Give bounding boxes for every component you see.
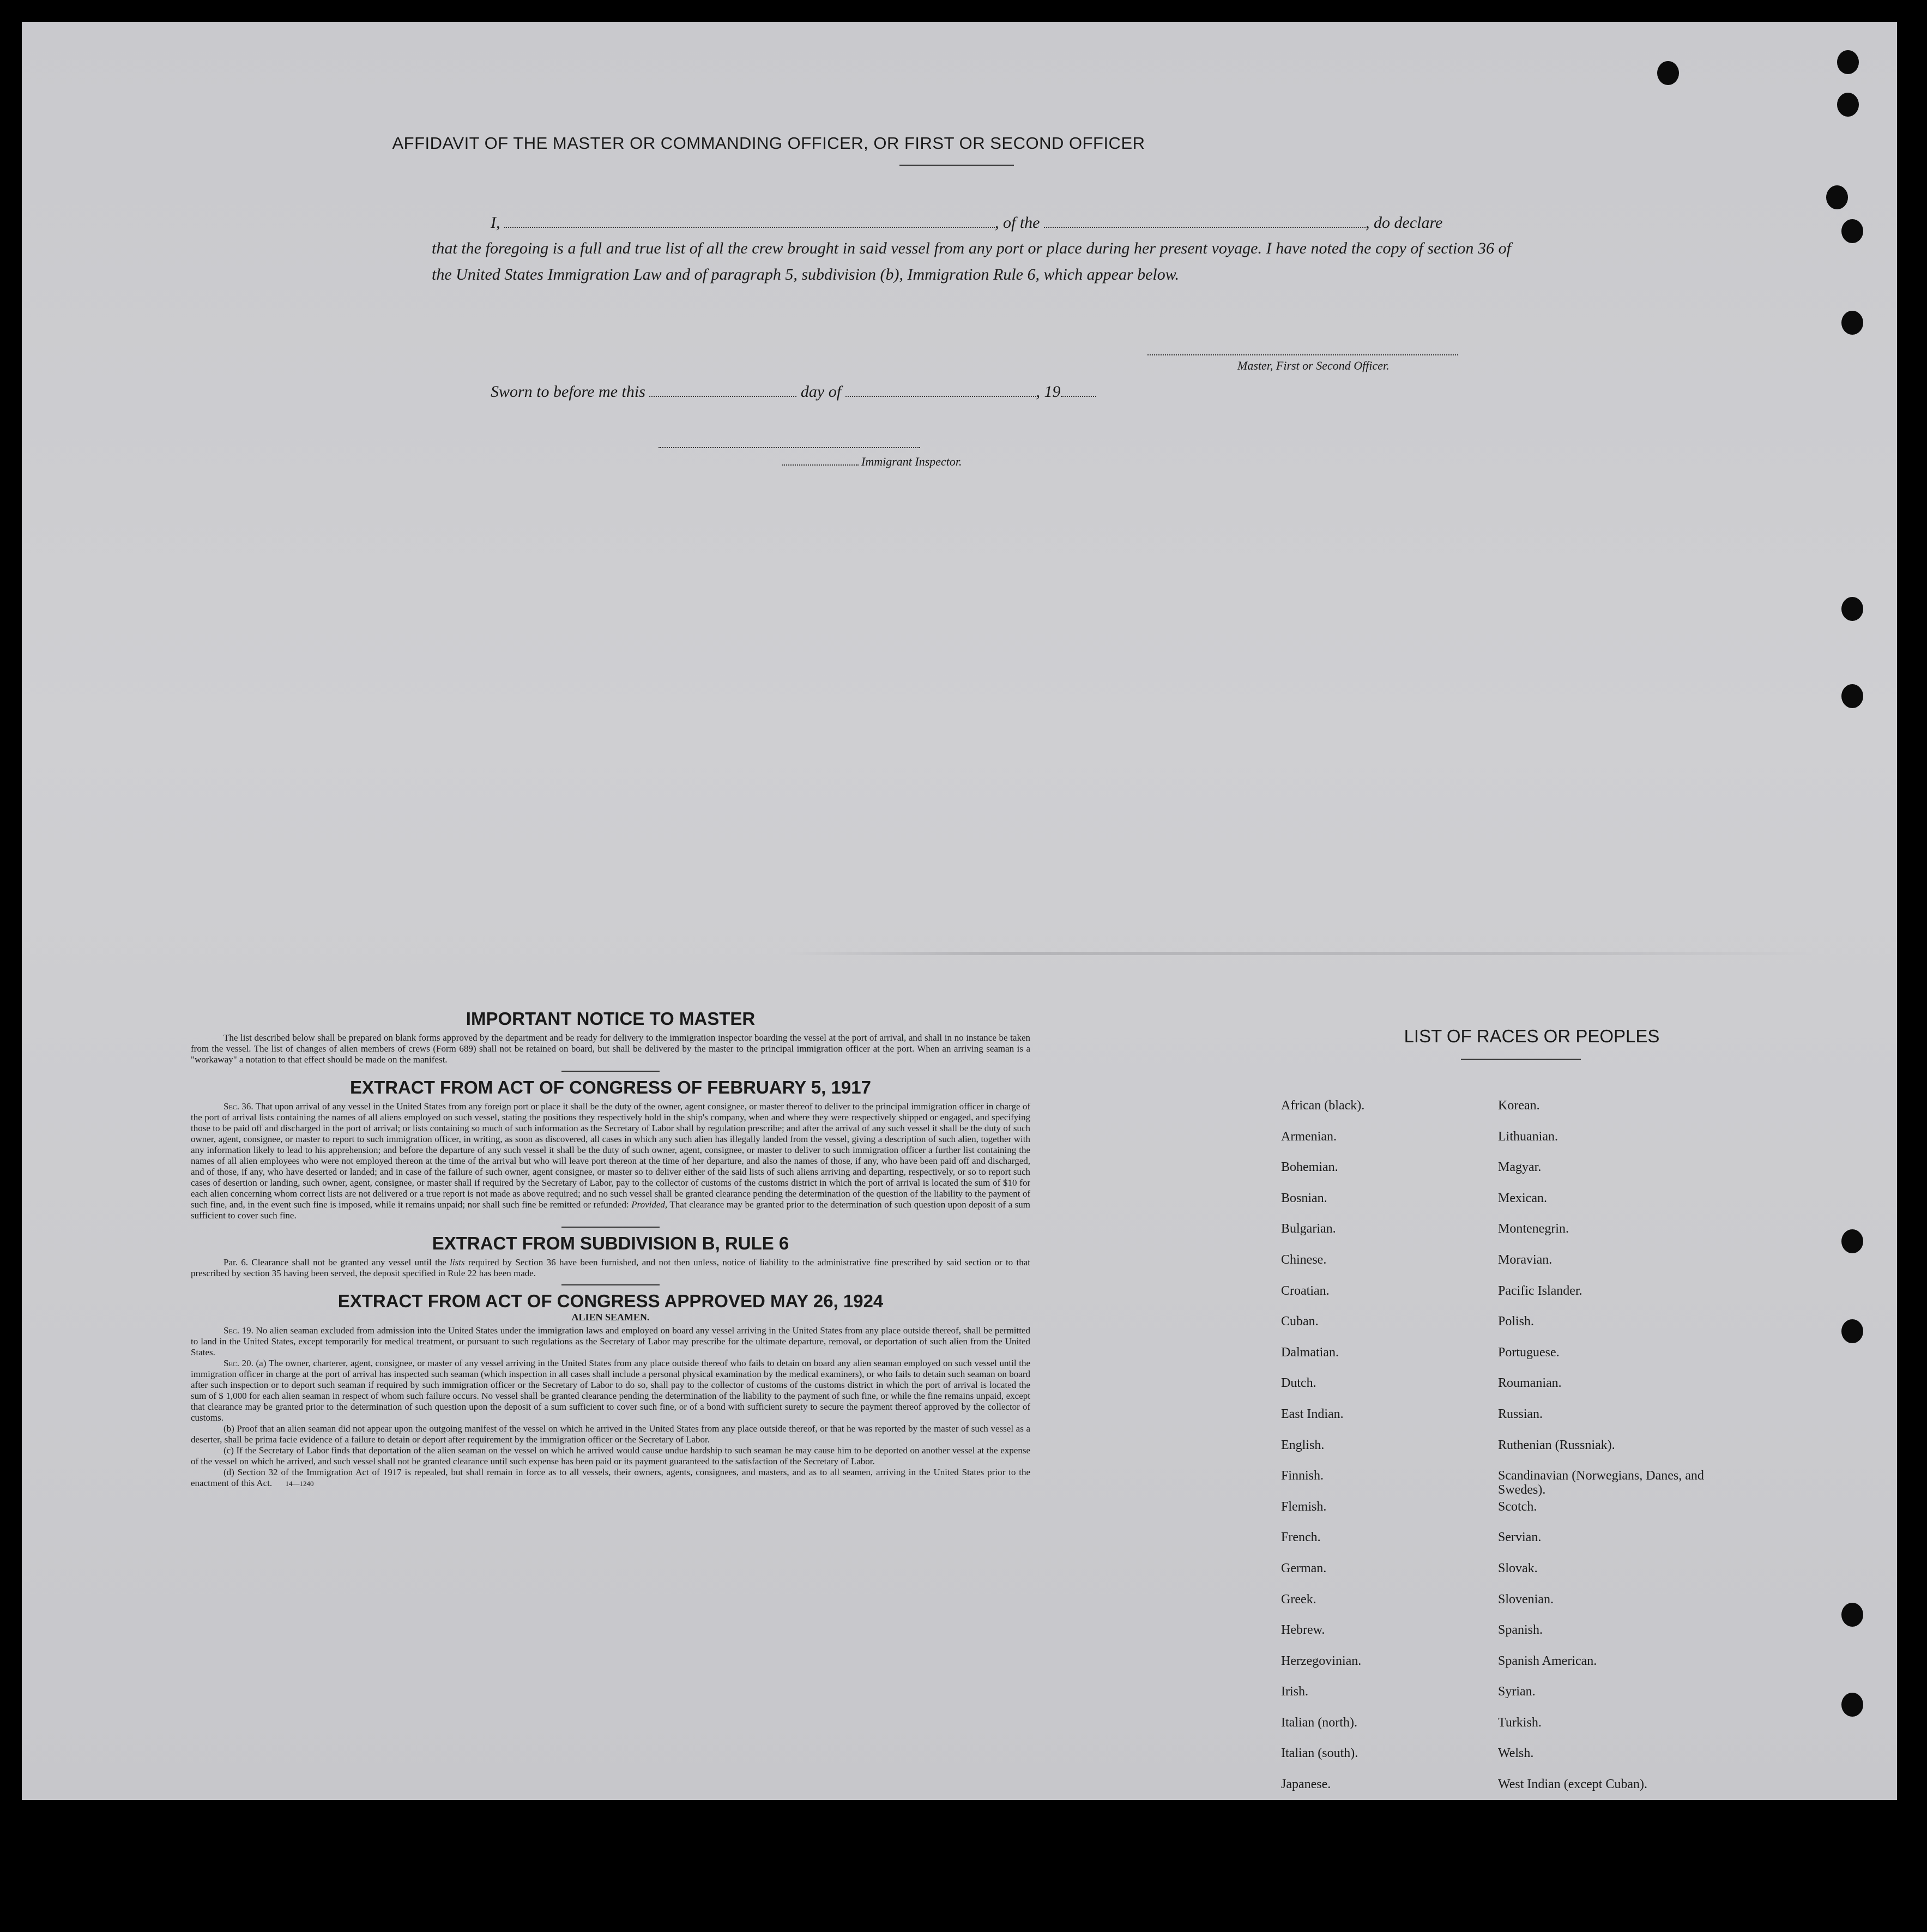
form-number: 14—1240 <box>285 1480 314 1488</box>
rule-6-body <box>191 1257 1030 1279</box>
race-item: Greek. <box>1281 1592 1316 1607</box>
punch-hole <box>1841 1229 1863 1253</box>
sec-36-label: Sec. 36. <box>223 1101 253 1112</box>
race-item: East Indian. <box>1281 1406 1344 1421</box>
sec-36-text: That upon arrival of any vessel in the United States from any foreign port or place it shall be the duty of the owner, agent consignee, or master thereof to deliver to the principal immigration officer in charge of the port of arrival lists containing the names of all aliens employed on such vessel, stating the positions they respectively hold in the ship's company, when and where they were respectively shipped or engaged, and specifying those to be paid off and discharged in the port of arrival; or lists containing so much of such information as the Secretary of Labor shall by regulation prescribe; and after the arrival of any such vessel it shall be the duty of such owner, agent, consignee, or master to report to such immigration officer, in writing, as soon as discovered, all cases in which any such alien has illegally landed from the vessel, giving a description of such alien, together with any information likely to lead to his apprehension; and before the departure of any such vessel it shall be the duty of such owner, agent, consignee, or master to deliver to such immigration officer a further list containing the names of all alien employees who were not employed thereon at the time of the arrival but who will leave port thereon at the time of her departure, and also the names of those, if any, who have been paid off and discharged, and of those, if any, who have deserted or landed; and in case of the failure of such owner, agent consignee, or master so to deliver either of the said lists of such aliens arriving and departing, respectively, or so to report such cases of desertion or landing, such owner, agent, consignee, or master shall if required by the Secretary of Labor, pay to the collector of customs of the customs district in which the port of arrival is located the sum of $10 for each alien concerning whom correct lists are not delivered or a true report is not made as above required; and no such vessel shall be granted clearance pending the determination of the question of the liability to the payment of such fine, and, in the event such fine is imposed, while it remains unpaid; nor shall such fine be remitted or refunded: <box>191 1101 1030 1210</box>
sec-20a-paragraph <box>191 1358 1030 1423</box>
race-item: Scandinavian (Norwegians, Danes, and Swedes). <box>1498 1469 1704 1498</box>
par-6-text-2: required by Section 36 have been furnished, and not then unless, notice of liability to the administrative fine prescribed by said section or to that prescribed by section 35 having been served, the deposit specified in Rule 22 has been made. <box>191 1257 1031 1278</box>
race-item: Magyar. <box>1498 1160 1542 1175</box>
race-item: Mexican. <box>1498 1191 1547 1205</box>
race-item: Finnish. <box>1281 1469 1324 1483</box>
sec-19-paragraph <box>191 1325 1030 1358</box>
race-item: Slovenian. <box>1498 1592 1554 1607</box>
races-title: LIST OF RACES OR PEOPLES <box>1404 1026 1660 1046</box>
race-item: Lithuanian. <box>1498 1129 1558 1144</box>
race-item: Herzegovinian. <box>1281 1653 1362 1668</box>
punch-hole <box>1841 219 1863 243</box>
day-of-label: day of <box>800 383 842 401</box>
name-field[interactable] <box>504 217 995 228</box>
race-item: Moravian. <box>1498 1252 1553 1267</box>
year-label: , 19 <box>1036 383 1061 401</box>
race-item: Italian (north). <box>1281 1715 1357 1730</box>
month-field[interactable] <box>845 386 1036 397</box>
race-item: Flemish. <box>1281 1499 1327 1514</box>
sec-20d-body: (d) Section 32 of the Immigration Act of 1917 is repealed, but shall remain in force as to all vessels, their owners, agents, consignees, and masters, and as to all seamen, arriving in the United States prior to the enactment of this Act. <box>191 1467 1030 1488</box>
act-1917-body <box>191 1101 1030 1221</box>
race-item: Russian. <box>1498 1406 1543 1421</box>
races-title-underline <box>1461 1059 1581 1060</box>
race-item: Montenegrin. <box>1498 1222 1569 1236</box>
race-item: Chinese. <box>1281 1252 1327 1267</box>
do-declare-label: , do declare <box>1366 214 1443 232</box>
year-field[interactable] <box>1061 386 1096 397</box>
race-item: Welsh. <box>1498 1746 1534 1761</box>
affidavit-declaration-line <box>491 214 1442 232</box>
punch-hole <box>1841 1319 1863 1343</box>
race-item: Pacific Islander. <box>1498 1283 1582 1298</box>
punch-hole <box>1841 597 1863 621</box>
race-item: Italian (south). <box>1281 1746 1358 1761</box>
notice-title: IMPORTANT NOTICE TO MASTER <box>466 1009 756 1029</box>
races-left-column <box>1281 1098 1477 1800</box>
day-field[interactable] <box>649 386 796 397</box>
race-item: Portuguese. <box>1498 1345 1560 1360</box>
sec-20a-text: (a) The owner, charterer, agent, consignee, or master of any vessel arriving in the United States from any place outside thereof who fails to detain on board any alien seaman employed on such vessel until the immigration officer in charge at the port of arrival has inspected such seaman (which inspection in all cases shall include a personal physical examination by the medical examiners), or who fails to detain such seaman on board after such inspection or to deport such seaman if required by such immigration officer or the Secretary of Labor to do so, shall pay to the collector of customs of the customs district in which the port of arrival is located the sum of $ 1,000 for each alien seaman in respect of whom such failure occurs. No vessel shall be granted clearance pending the determination of the liability to the payment of such fine, or while the fine remains unpaid, except that clearance may be granted prior to the determination of such question upon the deposit of a sum sufficient to cover such fine, or of a bond with sufficient surety to secure the payment thereof approved by the collector of customs. <box>191 1358 1030 1423</box>
race-item: Hebrew. <box>1281 1623 1325 1638</box>
provided-label: Provided, <box>631 1199 668 1210</box>
race-item: Croatian. <box>1281 1283 1330 1298</box>
race-item: Armenian. <box>1281 1129 1337 1144</box>
race-item: Korean. <box>1498 1098 1540 1113</box>
master-signature-field[interactable] <box>1147 354 1458 355</box>
race-item: African (black). <box>1281 1098 1365 1113</box>
sec-19-label: Sec. 19. <box>223 1325 253 1336</box>
notice-body: The list described below shall be prepared on blank forms approved by the department and be ready for delivery to the immigration inspector boarding the vessel at the port of arrival, and shall in no instance be taken from the vessel. The list of changes of alien members of crews (Form 689) shall not be retained on board, but shall be delivered by the master to the principal immigration officer at the port. When an arriving seaman is a "workaway" a notation to that effect should be made on the manifest. <box>191 1033 1030 1065</box>
race-item: German. <box>1281 1561 1327 1575</box>
inspector-dotted-line <box>782 464 859 466</box>
divider <box>561 1227 660 1228</box>
race-item: Cuban. <box>1281 1314 1319 1329</box>
punch-hole <box>1841 1693 1863 1717</box>
punch-hole <box>1841 684 1863 708</box>
sworn-label: Sworn to before me this <box>491 383 645 401</box>
punch-hole <box>1826 185 1848 209</box>
divider <box>561 1071 660 1072</box>
affidavit-body: that the foregoing is a full and true list of all the crew brought in said vessel from any port or place during her present voyage. I have noted the copy of section 36 of the United States Immigration Law and of paragraph 5, subdivision (b), Immigration Rule 6, which appear below. <box>432 239 1511 283</box>
races-right-column <box>1498 1098 1727 1800</box>
fold-crease <box>785 952 1821 955</box>
race-item: Dutch. <box>1281 1376 1316 1391</box>
race-item: French. <box>1281 1530 1321 1545</box>
vessel-field[interactable] <box>1044 217 1366 228</box>
race-item: Turkish. <box>1498 1715 1542 1730</box>
sec-20-label: Sec. 20. <box>223 1358 253 1368</box>
race-item: Spanish. <box>1498 1623 1543 1638</box>
race-item: Japanese. <box>1281 1777 1331 1792</box>
form-page <box>22 22 1897 1800</box>
provided-text: That clearance may be granted prior to the determination of such question upon deposit of a sum sufficient to cover such fine. <box>191 1199 1030 1221</box>
act-1924-subtitle: ALIEN SEAMEN. <box>571 1312 650 1323</box>
notice-column <box>191 1009 1030 1489</box>
sec-19-text: No alien seaman excluded from admission into the United States under the immigration laws and employed on board any vessel arriving in the United States from any place outside thereof, shall be permitted to land in the United States, except temporarily for medical treatment, or pursuant to such regulations as the Secretary of Labor may prescribe for the ultimate departure, removal, or deportation of such alien from the United States. <box>191 1325 1031 1357</box>
race-item: Bohemian. <box>1281 1160 1338 1175</box>
race-item: Syrian. <box>1498 1685 1536 1699</box>
i-label: I, <box>491 214 500 232</box>
of-the-label: , of the <box>995 214 1040 232</box>
sec-20c-text: (c) If the Secretary of Labor finds that deportation of the alien seaman on the vessel on which he arrived would cause undue hardship to such seaman he may cause him to be deported on another vessel at the expense of the vessel on which he arrived, and such vessel shall not be granted clearance until such expense has been paid or its payment guaranteed to the satisfaction of the Secretary of Labor. <box>191 1445 1030 1466</box>
punch-hole <box>1837 50 1859 74</box>
inspector-label: Immigrant Inspector. <box>861 455 962 468</box>
act-1924-title: EXTRACT FROM ACT OF CONGRESS APPROVED MAY 26, 1924 <box>337 1291 884 1311</box>
race-item: Bosnian. <box>1281 1191 1327 1205</box>
race-item: Dalmatian. <box>1281 1345 1339 1360</box>
race-item: West Indian (except Cuban). <box>1498 1777 1647 1792</box>
race-item: Roumanian. <box>1498 1376 1562 1391</box>
race-item: Scotch. <box>1498 1499 1537 1514</box>
race-item: Polish. <box>1498 1314 1535 1329</box>
sworn-line <box>491 383 1096 401</box>
race-item: Slovak. <box>1498 1561 1538 1575</box>
act-1917-title: EXTRACT FROM ACT OF CONGRESS OF FEBRUARY 5, 1917 <box>350 1077 871 1097</box>
punch-hole <box>1841 311 1863 335</box>
rule-6-title: EXTRACT FROM SUBDIVISION B, RULE 6 <box>432 1233 789 1253</box>
race-item: Ruthenian (Russniak). <box>1498 1438 1615 1452</box>
race-item: English. <box>1281 1438 1325 1452</box>
title-underline <box>899 165 1014 166</box>
par-6-text: Par. 6. Clearance shall not be granted any vessel until the <box>223 1257 446 1267</box>
punch-hole <box>1837 93 1859 117</box>
divider <box>561 1284 660 1285</box>
lists-label: lists <box>450 1257 465 1267</box>
sec-20b-text: (b) Proof that an alien seaman did not appear upon the outgoing manifest of the vessel on which he arrived in the United States from any place outside thereof, or that he was reported by the master of such vessel as a deserter, shall be prima facie evidence of a failure to detain or deport after requirement by the immigration officer or the Secretary of Labor. <box>191 1423 1030 1445</box>
race-item: Spanish American. <box>1498 1653 1597 1668</box>
sec-20d-text <box>191 1467 1030 1489</box>
race-item: Bulgarian. <box>1281 1222 1336 1236</box>
inspector-signature-field[interactable] <box>659 447 920 448</box>
punch-hole <box>1841 1603 1863 1627</box>
punch-hole <box>1657 61 1679 85</box>
race-item: Servian. <box>1498 1530 1542 1545</box>
affidavit-title: AFFIDAVIT OF THE MASTER OR COMMANDING OFFICER, OR FIRST OR SECOND OFFICER <box>392 134 1145 153</box>
master-signature-label: Master, First or Second Officer. <box>1237 359 1390 372</box>
race-item: Irish. <box>1281 1685 1308 1699</box>
